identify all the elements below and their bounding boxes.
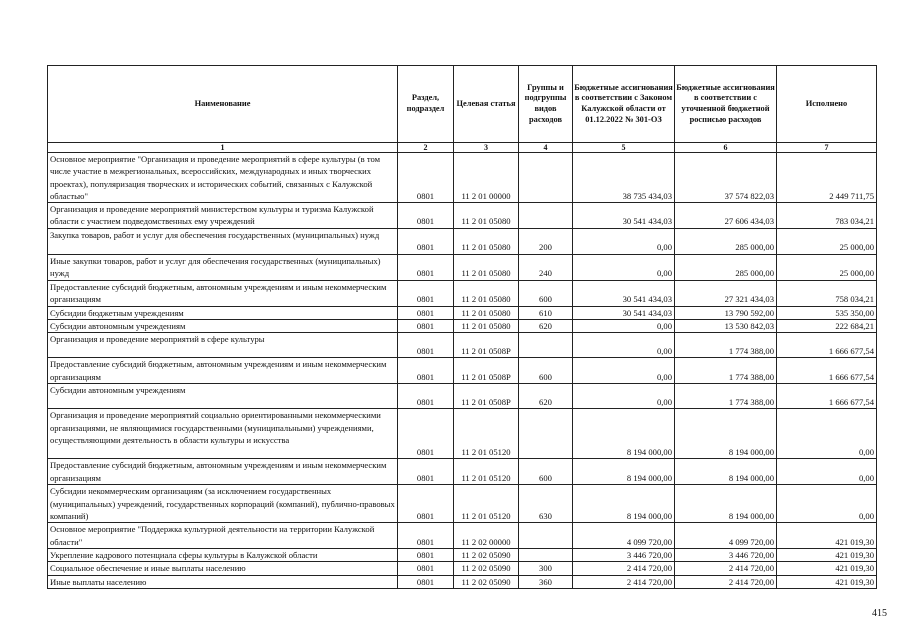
row-refined-allocation: 1 774 388,00 xyxy=(675,358,777,384)
table-row xyxy=(48,523,877,549)
row-target-article: 11 2 02 05090 xyxy=(454,548,519,561)
row-target-article: 11 2 01 05080 xyxy=(454,306,519,319)
row-law-allocation: 0,00 xyxy=(573,333,675,358)
row-expense-group xyxy=(519,153,573,203)
row-law-allocation: 8 194 000,00 xyxy=(573,485,675,523)
column-number: 4 xyxy=(519,143,573,153)
row-section: 0801 xyxy=(398,320,454,333)
budget-execution-table xyxy=(47,65,877,589)
table-row xyxy=(48,459,877,485)
row-section: 0801 xyxy=(398,485,454,523)
row-law-allocation: 30 541 434,03 xyxy=(573,280,675,306)
row-target-article: 11 2 01 05080 xyxy=(454,280,519,306)
row-expense-group: 200 xyxy=(519,228,573,254)
table-row xyxy=(48,254,877,280)
row-expense-group: 600 xyxy=(519,459,573,485)
row-expense-group xyxy=(519,409,573,459)
row-expense-group xyxy=(519,548,573,561)
table-row xyxy=(48,153,877,203)
row-target-article: 11 2 02 00000 xyxy=(454,523,519,549)
row-name: Укрепление кадрового потенциала сферы культуры в Калужской области xyxy=(48,548,398,561)
row-name: Основное мероприятие "Организация и проведение мероприятий в сфере культуры (в том числе участие в межрегиональных, всероссийских, международных и иных творческих проектах), популяризация творческих и исторических событий, связанных с Калужской областью" xyxy=(48,153,398,203)
row-refined-allocation: 4 099 720,00 xyxy=(675,523,777,549)
header-section: Раздел, подраздел xyxy=(398,66,454,143)
row-expense-group: 600 xyxy=(519,358,573,384)
row-law-allocation: 2 414 720,00 xyxy=(573,575,675,588)
row-section: 0801 xyxy=(398,409,454,459)
row-executed: 535 350,00 xyxy=(777,306,877,319)
row-refined-allocation: 8 194 000,00 xyxy=(675,409,777,459)
row-name: Иные выплаты населению xyxy=(48,575,398,588)
row-section: 0801 xyxy=(398,384,454,409)
column-number: 1 xyxy=(48,143,398,153)
row-section: 0801 xyxy=(398,333,454,358)
row-law-allocation: 0,00 xyxy=(573,254,675,280)
row-section: 0801 xyxy=(398,358,454,384)
column-number-row xyxy=(48,143,877,153)
row-refined-allocation: 13 790 592,00 xyxy=(675,306,777,319)
row-name: Организация и проведение мероприятий в сфере культуры xyxy=(48,333,398,358)
row-law-allocation: 30 541 434,03 xyxy=(573,203,675,229)
row-target-article: 11 2 01 05080 xyxy=(454,203,519,229)
table-row xyxy=(48,306,877,319)
row-expense-group: 300 xyxy=(519,562,573,575)
row-executed: 0,00 xyxy=(777,459,877,485)
table-row xyxy=(48,548,877,561)
row-section: 0801 xyxy=(398,575,454,588)
row-refined-allocation: 8 194 000,00 xyxy=(675,459,777,485)
row-section: 0801 xyxy=(398,306,454,319)
header-refined-allocations: Бюджетные ассигнования в соответствии с уточненной бюджетной росписью расходов xyxy=(675,66,777,143)
header-law-allocations: Бюджетные ассигнования в соответствии с Законом Калужской области от 01.12.2022 № 301-ОЗ xyxy=(573,66,675,143)
row-target-article: 11 2 01 00000 xyxy=(454,153,519,203)
row-law-allocation: 2 414 720,00 xyxy=(573,562,675,575)
column-number: 5 xyxy=(573,143,675,153)
row-expense-group: 630 xyxy=(519,485,573,523)
row-executed: 421 019,30 xyxy=(777,562,877,575)
row-section: 0801 xyxy=(398,228,454,254)
row-law-allocation: 0,00 xyxy=(573,358,675,384)
row-expense-group: 240 xyxy=(519,254,573,280)
header-row xyxy=(48,66,877,143)
row-executed: 1 666 677,54 xyxy=(777,358,877,384)
table-row xyxy=(48,320,877,333)
row-target-article: 11 2 01 0508Р xyxy=(454,333,519,358)
row-law-allocation: 0,00 xyxy=(573,228,675,254)
row-target-article: 11 2 02 05090 xyxy=(454,575,519,588)
table-row xyxy=(48,228,877,254)
table-row xyxy=(48,485,877,523)
table-row xyxy=(48,384,877,409)
row-target-article: 11 2 01 05120 xyxy=(454,485,519,523)
row-target-article: 11 2 01 0508Р xyxy=(454,358,519,384)
row-name: Субсидии автономным учреждениям xyxy=(48,384,398,409)
row-name: Субсидии бюджетным учреждениям xyxy=(48,306,398,319)
row-executed: 421 019,30 xyxy=(777,548,877,561)
row-expense-group xyxy=(519,333,573,358)
row-executed: 421 019,30 xyxy=(777,575,877,588)
row-target-article: 11 2 01 05120 xyxy=(454,459,519,485)
row-refined-allocation: 1 774 388,00 xyxy=(675,384,777,409)
table-row xyxy=(48,333,877,358)
row-executed: 758 034,21 xyxy=(777,280,877,306)
row-section: 0801 xyxy=(398,203,454,229)
row-name: Организация и проведение мероприятий социально ориентированными некоммерческими организациями, не являющимися государственными (муниципальными) учреждениями, осуществляющими деятельность в области культуры и искусства xyxy=(48,409,398,459)
row-name: Субсидии автономным учреждениям xyxy=(48,320,398,333)
row-refined-allocation: 13 530 842,03 xyxy=(675,320,777,333)
row-name: Субсидии некоммерческим организациям (за исключением государственных (муниципальных) учреждений, государственных корпораций (компаний), публично-правовых компаний) xyxy=(48,485,398,523)
row-expense-group: 620 xyxy=(519,384,573,409)
row-section: 0801 xyxy=(398,562,454,575)
row-target-article: 11 2 01 05080 xyxy=(454,320,519,333)
row-law-allocation: 8 194 000,00 xyxy=(573,409,675,459)
row-law-allocation: 0,00 xyxy=(573,384,675,409)
row-expense-group: 600 xyxy=(519,280,573,306)
row-refined-allocation: 37 574 822,03 xyxy=(675,153,777,203)
row-expense-group xyxy=(519,203,573,229)
row-section: 0801 xyxy=(398,153,454,203)
table-row xyxy=(48,203,877,229)
row-name: Предоставление субсидий бюджетным, автономным учреждениям и иным некоммерческим организациям xyxy=(48,358,398,384)
row-section: 0801 xyxy=(398,548,454,561)
row-section: 0801 xyxy=(398,254,454,280)
header-executed: Исполнено xyxy=(777,66,877,143)
row-name: Иные закупки товаров, работ и услуг для обеспечения государственных (муниципальных) нужд xyxy=(48,254,398,280)
column-number: 7 xyxy=(777,143,877,153)
row-target-article: 11 2 02 05090 xyxy=(454,562,519,575)
row-refined-allocation: 2 414 720,00 xyxy=(675,562,777,575)
row-refined-allocation: 285 000,00 xyxy=(675,228,777,254)
header-name: Наименование xyxy=(48,66,398,143)
row-refined-allocation: 1 774 388,00 xyxy=(675,333,777,358)
row-executed: 222 684,21 xyxy=(777,320,877,333)
row-executed: 2 449 711,75 xyxy=(777,153,877,203)
row-law-allocation: 8 194 000,00 xyxy=(573,459,675,485)
row-executed: 25 000,00 xyxy=(777,254,877,280)
row-target-article: 11 2 01 05080 xyxy=(454,228,519,254)
row-name: Организация и проведение мероприятий министерством культуры и туризма Калужской области с участием подведомственных ему учреждений xyxy=(48,203,398,229)
row-executed: 421 019,30 xyxy=(777,523,877,549)
row-law-allocation: 3 446 720,00 xyxy=(573,548,675,561)
row-target-article: 11 2 01 05120 xyxy=(454,409,519,459)
row-refined-allocation: 2 414 720,00 xyxy=(675,575,777,588)
row-name: Основное мероприятие "Поддержка культурной деятельности на территории Калужской области" xyxy=(48,523,398,549)
row-refined-allocation: 3 446 720,00 xyxy=(675,548,777,561)
column-number: 3 xyxy=(454,143,519,153)
row-executed: 0,00 xyxy=(777,409,877,459)
row-name: Социальное обеспечение и иные выплаты населению xyxy=(48,562,398,575)
row-law-allocation: 38 735 434,03 xyxy=(573,153,675,203)
row-executed: 1 666 677,54 xyxy=(777,384,877,409)
row-expense-group: 610 xyxy=(519,306,573,319)
row-refined-allocation: 285 000,00 xyxy=(675,254,777,280)
row-section: 0801 xyxy=(398,280,454,306)
row-section: 0801 xyxy=(398,459,454,485)
row-target-article: 11 2 01 05080 xyxy=(454,254,519,280)
column-number: 6 xyxy=(675,143,777,153)
row-expense-group xyxy=(519,523,573,549)
row-law-allocation: 4 099 720,00 xyxy=(573,523,675,549)
row-target-article: 11 2 01 0508Р xyxy=(454,384,519,409)
row-refined-allocation: 27 606 434,03 xyxy=(675,203,777,229)
table-row xyxy=(48,280,877,306)
row-executed: 0,00 xyxy=(777,485,877,523)
row-law-allocation: 0,00 xyxy=(573,320,675,333)
row-name: Закупка товаров, работ и услуг для обеспечения государственных (муниципальных) нужд xyxy=(48,228,398,254)
table-row xyxy=(48,575,877,588)
row-expense-group: 620 xyxy=(519,320,573,333)
table-body xyxy=(48,153,877,589)
row-refined-allocation: 8 194 000,00 xyxy=(675,485,777,523)
row-executed: 1 666 677,54 xyxy=(777,333,877,358)
table-row xyxy=(48,409,877,459)
table-row xyxy=(48,358,877,384)
table-row xyxy=(48,562,877,575)
header-target-article: Целевая статья xyxy=(454,66,519,143)
column-number: 2 xyxy=(398,143,454,153)
row-section: 0801 xyxy=(398,523,454,549)
page-number: 415 xyxy=(872,608,887,619)
row-executed: 783 034,21 xyxy=(777,203,877,229)
row-expense-group: 360 xyxy=(519,575,573,588)
row-executed: 25 000,00 xyxy=(777,228,877,254)
header-expense-group: Группы и подгруппы видов расходов xyxy=(519,66,573,143)
row-name: Предоставление субсидий бюджетным, автономным учреждениям и иным некоммерческим организациям xyxy=(48,459,398,485)
row-law-allocation: 30 541 434,03 xyxy=(573,306,675,319)
row-refined-allocation: 27 321 434,03 xyxy=(675,280,777,306)
row-name: Предоставление субсидий бюджетным, автономным учреждениям и иным некоммерческим организациям xyxy=(48,280,398,306)
